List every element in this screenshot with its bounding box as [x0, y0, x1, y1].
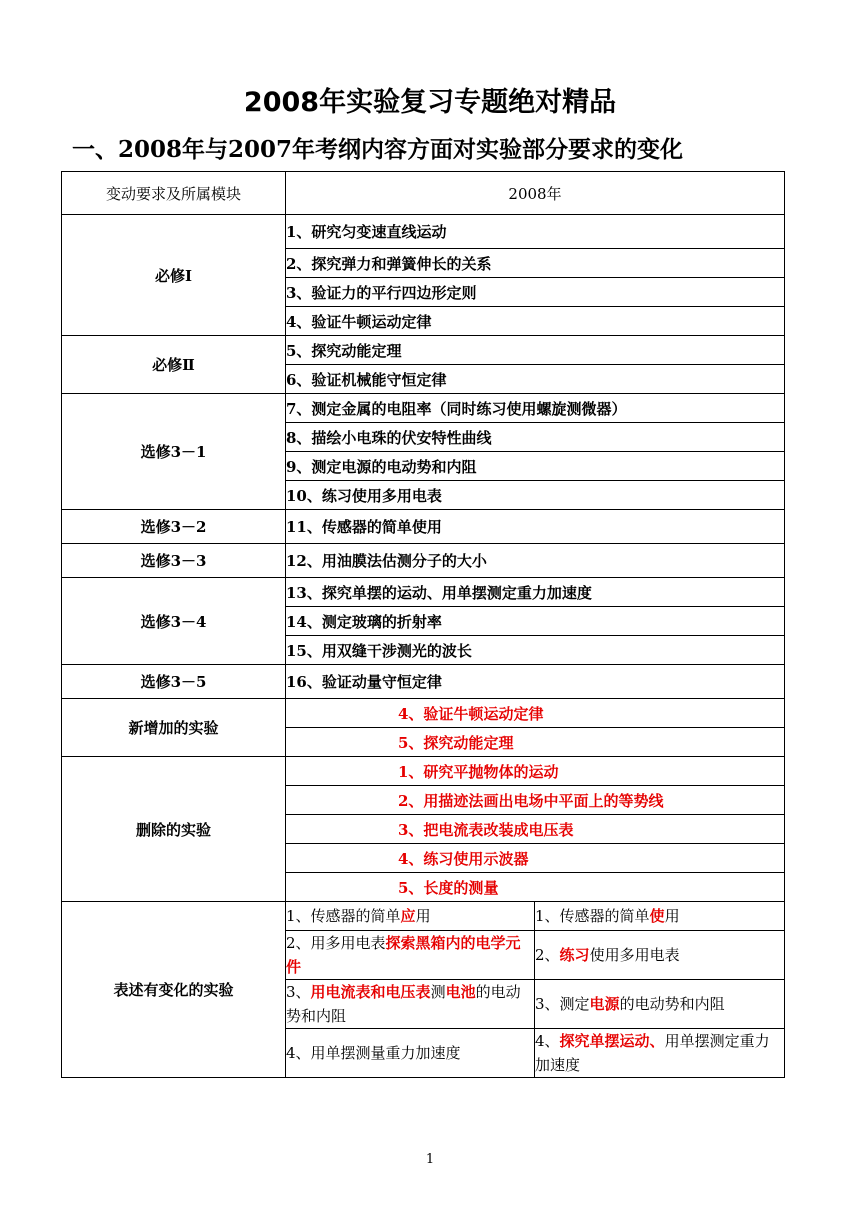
experiment-5: 5、探究动能定理 — [286, 336, 785, 365]
changed-old-3: 3、用电流表和电压表测电池的电动势和内阻 — [286, 980, 535, 1029]
changed-new-2: 2、练习使用多用电表 — [535, 931, 785, 980]
experiment-6: 6、验证机械能守恒定律 — [286, 365, 785, 394]
page-title: 2008年实验复习专题绝对精品 — [243, 87, 617, 118]
table-row — [62, 510, 785, 544]
table-row — [62, 336, 785, 365]
removed-experiment-3: 3、把电流表改装成电压表 — [286, 815, 785, 844]
changed-new-3: 3、测定电源的电动势和内阻 — [535, 980, 785, 1029]
table-row — [62, 215, 785, 249]
module-elective-3-4: 选修3－4 — [62, 578, 286, 665]
table-row — [62, 578, 785, 607]
module-changed: 表述有变化的实验 — [62, 902, 286, 1078]
table-header-row — [62, 172, 785, 215]
removed-experiment-2: 2、用描迹法画出电场中平面上的等势线 — [286, 786, 785, 815]
module-required-1: 必修Ⅰ — [62, 215, 286, 336]
module-required-2: 必修Ⅱ — [62, 336, 286, 394]
module-elective-3-5: 选修3－5 — [62, 665, 286, 699]
experiment-15: 15、用双缝干涉测光的波长 — [286, 636, 785, 665]
experiment-13: 13、探究单摆的运动、用单摆测定重力加速度 — [286, 578, 785, 607]
removed-experiment-5: 5、长度的测量 — [286, 873, 785, 902]
module-removed: 删除的实验 — [62, 757, 286, 902]
section-heading: 一、2008年与2007年考纲内容方面对实验部分要求的变化 — [72, 136, 684, 163]
experiment-1: 1、研究匀变速直线运动 — [286, 215, 785, 249]
removed-experiment-4: 4、练习使用示波器 — [286, 844, 785, 873]
table-row — [62, 544, 785, 578]
experiment-9: 9、测定电源的电动势和内阻 — [286, 452, 785, 481]
added-experiment-1: 4、验证牛顿运动定律 — [286, 699, 785, 728]
experiment-7: 7、测定金属的电阻率（同时练习使用螺旋测微器） — [286, 394, 785, 423]
module-elective-3-2: 选修3－2 — [62, 510, 286, 544]
experiment-10: 10、练习使用多用电表 — [286, 481, 785, 510]
changed-old-2: 2、用多用电表探索黑箱内的电学元件 — [286, 931, 535, 980]
experiment-2: 2、探究弹力和弹簧伸长的关系 — [286, 249, 785, 278]
table-row — [62, 757, 785, 786]
module-elective-3-3: 选修3－3 — [62, 544, 286, 578]
removed-experiment-1: 1、研究平抛物体的运动 — [286, 757, 785, 786]
header-module: 变动要求及所属模块 — [62, 172, 286, 215]
experiment-4: 4、验证牛顿运动定律 — [286, 307, 785, 336]
experiment-12: 12、用油膜法估测分子的大小 — [286, 544, 785, 578]
changed-old-4: 4、用单摆测量重力加速度 — [286, 1029, 535, 1078]
page-number: 1 — [425, 1152, 435, 1167]
module-added: 新增加的实验 — [62, 699, 286, 757]
changed-new-1: 1、传感器的简单使用 — [535, 902, 785, 931]
experiment-3: 3、验证力的平行四边形定则 — [286, 278, 785, 307]
table-row — [62, 394, 785, 423]
experiment-11: 11、传感器的简单使用 — [286, 510, 785, 544]
experiment-changes-table — [61, 171, 785, 1078]
changed-old-1: 1、传感器的简单应用 — [286, 902, 535, 931]
experiment-14: 14、测定玻璃的折射率 — [286, 607, 785, 636]
header-year: 2008年 — [286, 172, 785, 215]
table-row — [62, 665, 785, 699]
table-row — [62, 699, 785, 728]
changed-new-4: 4、探究单摆运动、用单摆测定重力加速度 — [535, 1029, 785, 1078]
module-elective-3-1: 选修3－1 — [62, 394, 286, 510]
experiment-8: 8、描绘小电珠的伏安特性曲线 — [286, 423, 785, 452]
table-row — [62, 902, 785, 931]
experiment-16: 16、验证动量守恒定律 — [286, 665, 785, 699]
added-experiment-2: 5、探究动能定理 — [286, 728, 785, 757]
